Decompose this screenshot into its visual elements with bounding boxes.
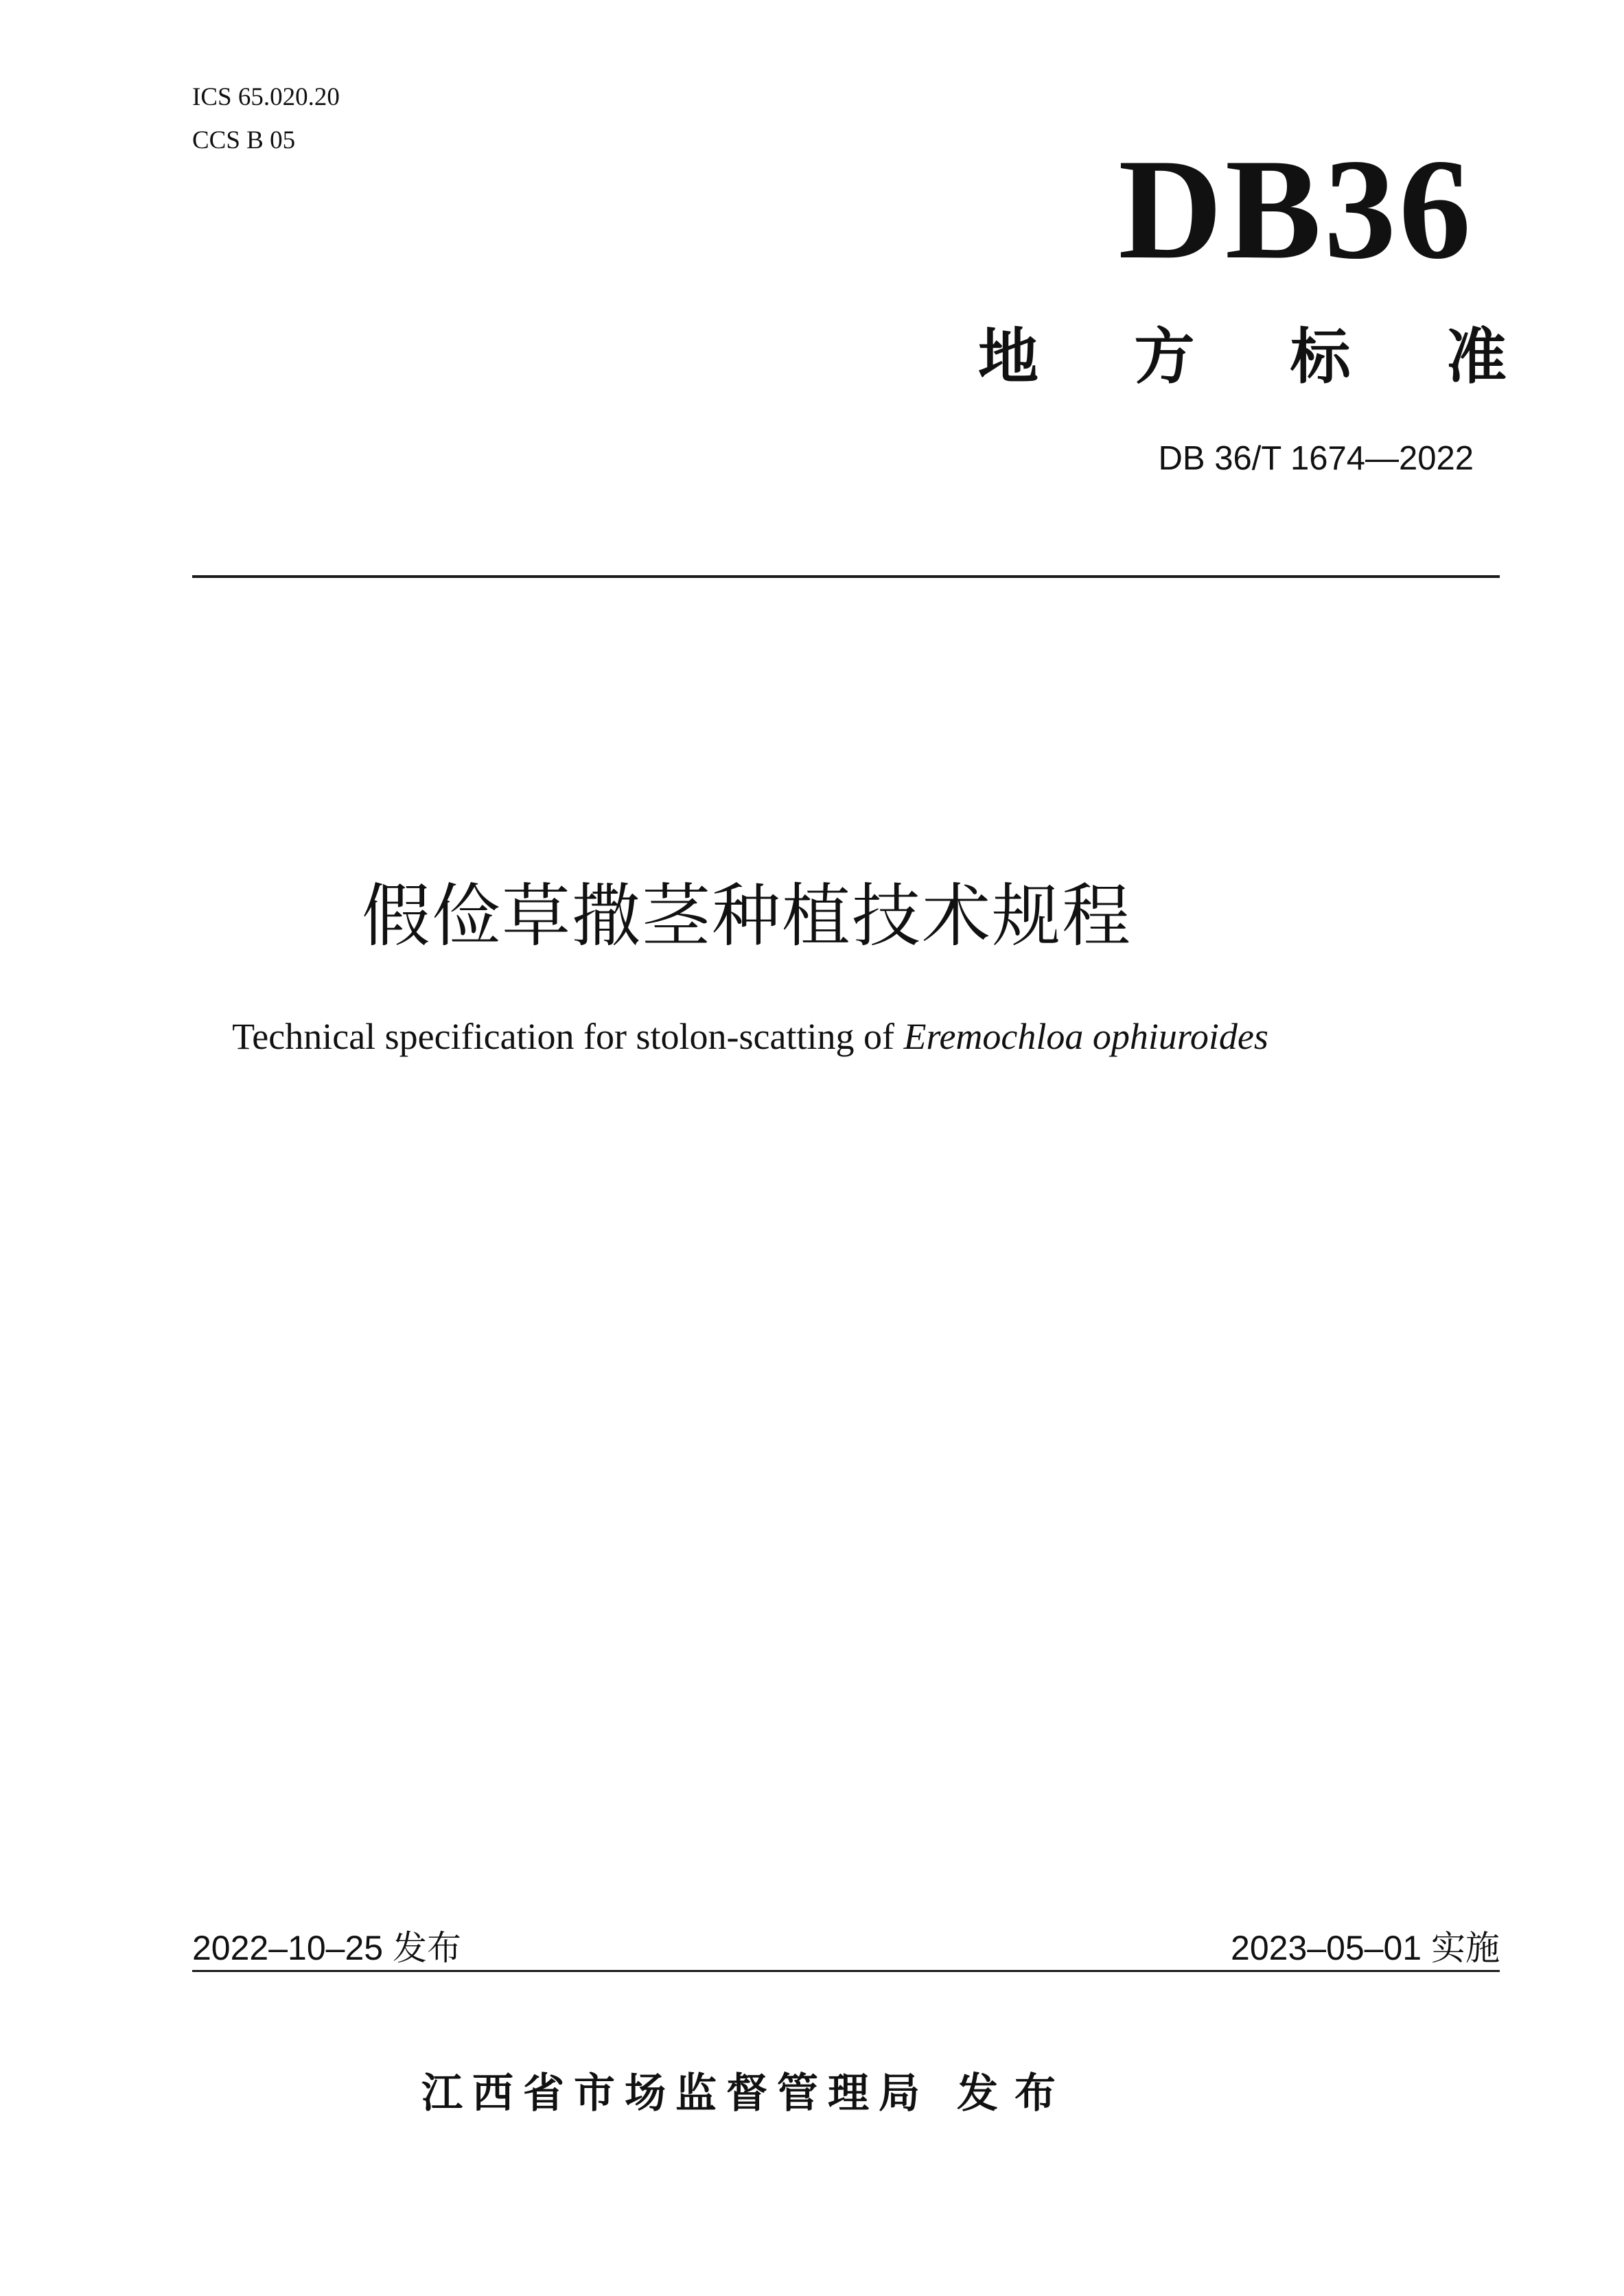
header-divider [192, 575, 1500, 578]
footer-divider [192, 1970, 1500, 1972]
standard-type-char: 方 [1134, 321, 1195, 392]
standard-number: DB 36/T 1674—2022 [1158, 440, 1474, 477]
publisher [0, 2066, 1624, 2121]
implementation-date: 2023‒05‒01 实施 [1231, 1929, 1500, 1967]
standard-mark: DB36 [1118, 130, 1474, 289]
ics-code: ICS 65.020.20 [192, 83, 340, 111]
standard-type-char: 地 [978, 321, 1039, 392]
title-english [0, 1012, 1624, 1060]
standard-type-char: 标 [1290, 321, 1351, 392]
ccs-code: CCS B 05 [192, 126, 296, 154]
standard-type-char: 准 [1446, 321, 1507, 392]
publisher-name: 江西省市场监督管理局 [421, 2069, 929, 2118]
species-name: Eremochloa ophiuroides [903, 1016, 1268, 1057]
issue-date: 2022‒10‒25 发布 [192, 1929, 461, 1967]
title-chinese: 假俭草撒茎种植技术规程 [362, 876, 1132, 956]
publisher-action: 发布 [957, 2069, 1072, 2118]
standard-type [978, 319, 1507, 395]
title-english-text: Technical specification for stolon-scatting of [232, 1016, 904, 1057]
